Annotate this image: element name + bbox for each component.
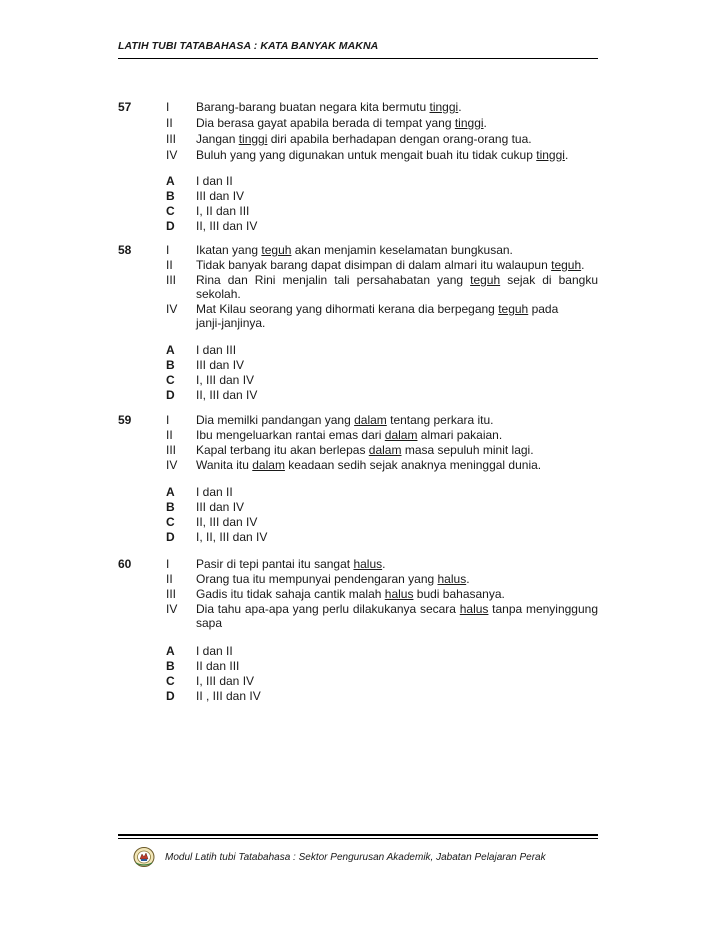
option-text: II dan III <box>196 659 240 673</box>
keyword: halus <box>353 557 383 571</box>
option-text: I, III dan IV <box>196 674 255 688</box>
option-letter: C <box>166 515 175 529</box>
statement-text: Mat Kilau seorang yang dihormati kerana dia berpegang teguh pada janji-janjinya. <box>196 302 559 330</box>
statement-roman: I <box>166 100 170 114</box>
statement-roman: III <box>166 273 177 287</box>
statement-text: Dia tahu apa-apa yang perlu dilakukanya secara halus tanpa menyinggung sapa <box>196 602 598 630</box>
statement-roman: IV <box>166 148 178 162</box>
keyword: dalam <box>368 443 402 457</box>
option-text: I, III dan IV <box>196 373 255 387</box>
statement-roman: IV <box>166 602 178 616</box>
statement-text: Pasir di tepi pantai itu sangat halus. <box>196 557 386 571</box>
statement-roman: II <box>166 258 173 272</box>
keyword: halus <box>437 572 467 586</box>
option-text: II, III dan IV <box>196 388 258 402</box>
statement-text: Dia berasa gayat apabila berada di tempat yang tinggi. <box>196 116 487 130</box>
question-number: 57 <box>118 100 132 114</box>
option-letter: A <box>166 644 175 658</box>
option-letter: B <box>166 189 175 203</box>
option-letter: C <box>166 674 175 688</box>
keyword: dalam <box>384 428 418 442</box>
keyword: tinggi <box>238 132 268 146</box>
statement-text: Ikatan yang teguh akan menjamin keselamatan bungkusan. <box>196 243 513 257</box>
option-text: III dan IV <box>196 189 245 203</box>
option-letter: D <box>166 530 175 544</box>
option-text: I dan II <box>196 485 233 499</box>
option-letter: D <box>166 689 175 703</box>
option-letter: D <box>166 388 175 402</box>
option-letter: D <box>166 219 175 233</box>
keyword: teguh <box>261 243 292 257</box>
option-text: II, III dan IV <box>196 219 258 233</box>
page-header-title: LATIH TUBI TATABAHASA : KATA BANYAK MAKNA <box>118 40 379 52</box>
keyword: tinggi <box>454 116 484 130</box>
statement-roman: II <box>166 116 173 130</box>
statement-text: Gadis itu tidak sahaja cantik malah halus budi bahasanya. <box>196 587 505 601</box>
option-letter: B <box>166 500 175 514</box>
header-rule <box>118 58 598 59</box>
keyword: halus <box>384 587 414 601</box>
keyword: dalam <box>354 413 387 427</box>
footer-rule-thin <box>118 838 598 839</box>
footer-text: Modul Latih tubi Tatabahasa : Sektor Pengurusan Akademik, Jabatan Pelajaran Perak <box>165 852 546 863</box>
keyword: dalam <box>252 458 285 472</box>
option-text: III dan IV <box>196 500 245 514</box>
statement-roman: III <box>166 443 177 457</box>
statement-roman: II <box>166 572 173 586</box>
statement-text: Buluh yang yang digunakan untuk mengait buah itu tidak cukup tinggi. <box>196 148 569 162</box>
option-text: I dan II <box>196 644 233 658</box>
statement-roman: III <box>166 587 177 601</box>
option-text: I dan III <box>196 343 237 357</box>
keyword: tinggi <box>536 148 565 162</box>
statement-roman: II <box>166 428 173 442</box>
question-number: 58 <box>118 243 132 257</box>
statement-text: Kapal terbang itu akan berlepas dalam masa sepuluh minit lagi. <box>196 443 534 457</box>
statement-text: Orang tua itu mempunyai pendengaran yang halus. <box>196 572 470 586</box>
option-text: II, III dan IV <box>196 515 258 529</box>
option-letter: B <box>166 358 175 372</box>
option-text: I dan II <box>196 174 233 188</box>
option-letter: C <box>166 204 175 218</box>
statement-text: Barang-barang buatan negara kita bermutu tinggi. <box>196 100 462 114</box>
keyword: teguh <box>470 273 501 287</box>
statement-text: Tidak banyak barang dapat disimpan di dalam almari itu walaupun teguh. <box>196 258 585 272</box>
option-letter: A <box>166 174 175 188</box>
option-text: I, II, III dan IV <box>196 530 268 544</box>
statement-roman: IV <box>166 458 178 472</box>
statement-text: Dia memilki pandangan yang dalam tentang perkara itu. <box>196 413 494 427</box>
option-letter: A <box>166 343 175 357</box>
question-number: 60 <box>118 557 132 571</box>
statement-roman: IV <box>166 302 178 316</box>
statement-roman: III <box>166 132 177 146</box>
option-letter: A <box>166 485 175 499</box>
option-letter: B <box>166 659 175 673</box>
keyword: teguh <box>551 258 582 272</box>
statement-text: Rina dan Rini menjalin tali persahabatan yang teguh sejak di bangku sekolah. <box>196 273 599 301</box>
option-text: II , III dan IV <box>196 689 261 703</box>
statement-text: Ibu mengeluarkan rantai emas dari dalam almari pakaian. <box>196 428 503 442</box>
statement-text: Wanita itu dalam keadaan sedih sejak anaknya meninggal dunia. <box>196 458 542 472</box>
statement-text: Jangan tinggi diri apabila berhadapan dengan orang-orang tua. <box>196 132 532 146</box>
keyword: teguh <box>498 302 529 316</box>
question-number: 59 <box>118 413 132 427</box>
option-letter: C <box>166 373 175 387</box>
keyword: halus <box>459 602 489 616</box>
statement-roman: I <box>166 413 170 427</box>
keyword: tinggi <box>429 100 459 114</box>
option-text: III dan IV <box>196 358 245 372</box>
perak-crest-icon <box>133 846 155 868</box>
option-text: I, II dan III <box>196 204 250 218</box>
footer-rule <box>118 834 598 836</box>
statement-roman: I <box>166 243 170 257</box>
statement-roman: I <box>166 557 170 571</box>
